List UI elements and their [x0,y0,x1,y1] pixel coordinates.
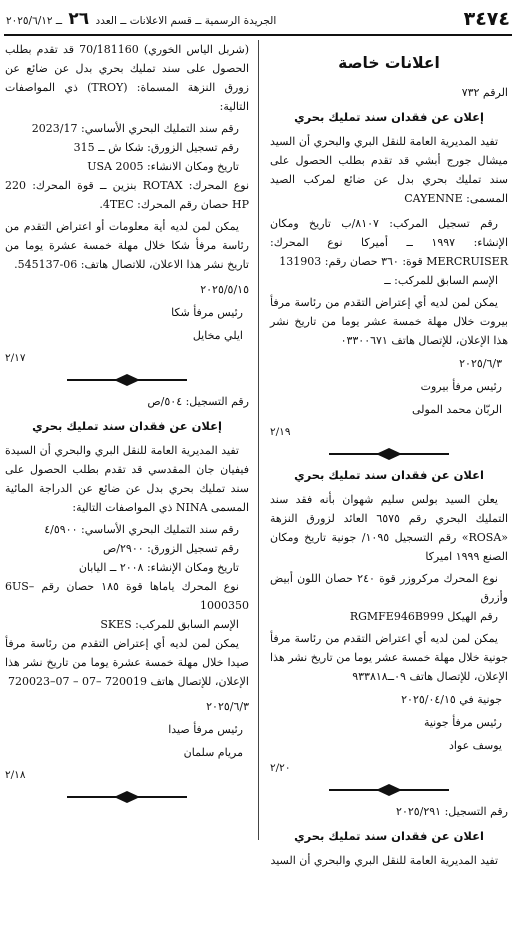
vessel-details: رقم تسجيل المركب: ٨١٠٧/ب تاريخ ومكان الإنشاء: ١٩٩٧ ــ أميركا نوع المحرك: MERCRUISER قوة: ٣٦٠ حصان رقم: 131903 [270,217,509,268]
objection-notice: يمكن لمن لديه أي إعتراض التقدم من رئاسة مرفأ بيروت خلال مهلة خمسة عشر يوما من تاريخ نشر هذا الإعلان، للإتصال هاتف ٠٣٣٠٠٦٧١ [270,296,508,347]
notice-title: إعلان عن فقدان سند تمليك بحري [32,419,222,433]
objection-notice: يمكن لمن لديه أي إعتراض التقدم من رئاسة مرفأ صيدا خلال مهلة خمسة عشرة يوما من تاريخ نشر هذا الإعلان، للإتصال هاتف 720019 –07 – 07–720023 [5,637,249,688]
notice-body: تفيد المديرية العامة للنقل البري والبحري أن السيدة فيفيان جان المقدسي قد تقدم بطلب الحصول على سند تمليك بحري بدل عن ضائع عن الدراجة المائية المسمى NINA ذي المواصفات التالية: [5,444,249,514]
notice-title: إعلان عن فقدان سند تمليك بحري [294,110,484,124]
former-name: الإسم السابق للمركب: ــ [384,274,498,287]
hull-number: رقم الهيكل RGMFE946B999 [349,610,498,623]
notice-number: ٢/١٩ [270,426,291,438]
running-header-text: الجريدة الرسمية ــ قسم الاعلانات ــ العدد [95,15,277,27]
notice-body: تفيد المديرية العامة للنقل البري والبحري أن السيد [270,854,498,867]
spec-line: رقم سند التمليك البحري الأساسي: 2023/17 [31,122,239,135]
spec-line: تاريخ ومكان الانشاء: USA 2005 [87,160,239,173]
right-column [270,40,508,870]
notice-date: جونية في ٢٠٢٥/٠٤/١٥ [401,693,502,706]
spec-line: رقم تسجيل الزورق: شكا ش ــ 315 [73,141,239,154]
separator-ornament [67,791,187,803]
signatory-title: رئيس مرفأ شكا [171,306,243,319]
column-divider [258,40,259,840]
notice-body-continued: (شربل الياس الخوري) 70/181160 قد تقدم بطلب الحصول على سند تمليك بحري بدل عن ضائع عن زورق النزهة المسماة: (TROY) ذي المواصفات التالية: [5,43,249,113]
signatory-name: مريام سلمان [183,746,243,759]
separator-ornament [329,784,449,796]
notice-number: ٢/٢٠ [270,762,291,774]
objection-notice: يمكن لمن لديه أي اعتراض التقدم من رئاسة مرفأ جونية خلال مهلة خمسة عشر يوما من تاريخ نشر هذا الإعلان، للإتصال هاتف ٠٩ــ٩٣٣٨١٨ [270,632,508,683]
notice-title: اعلان عن فقدان سند تمليك بحري [294,829,484,843]
spec-line: تاريخ ومكان الإنشاء: ٢٠٠٨ ــ اليابان [78,561,239,574]
spec-line: رقم سند التمليك البحري الأساسي: ٤/٥٩٠٠ [44,523,239,536]
separator-ornament [67,374,187,386]
spec-line: نوع المحرك: ROTAX بنزين ــ قوة المحرك: 220 HP حصان رقم المحرك: 4TEC. [5,179,249,211]
notice-body: يعلن السيد بولس سليم شهوان بأنه فقد سند التمليك البحري رقم ٦٥٧٥ العائد لزورق النزهة «ROSA» رقم التسجيل ١٠٩٥/ جونية تاريخ ومكان الصنع ١٩٩٩ اميركا [270,493,508,563]
former-name: الإسم السابق للمركب: SKES [100,618,239,631]
registration-number: رقم التسجيل: ٥٠٤/ص [147,395,249,408]
ref-number: الرقم ٧٣٢ [461,86,508,99]
section-title: اعلانات خاصة [338,54,440,72]
notice-date: ٢٠٢٥/٦/٣ [206,700,249,713]
running-header [6,9,276,29]
header-rule [4,34,512,36]
issue-number: ٢٦ [68,9,90,29]
signatory-name: ايلي مخايل [192,329,243,342]
objection-notice: يمكن لمن لديه أية معلومات أو اعتراض التقدم من رئاسة مرفأ شكا خلال مهلة خمسة عشرة يوما من تاريخ نشر هذا الاعلان، للاتصال هاتف: 06-545137. [5,220,249,271]
separator-ornament [329,448,449,460]
signatory-title: رئيس مرفأ صيدا [168,723,243,736]
page-number: ٣٤٧٤ [463,8,510,30]
running-header-date: ــ ٢٠٢٥/٦/١٢ [6,15,63,27]
notice-body: تفيد المديرية العامة للنقل البري والبحري أن السيد ميشال جورج أبشي قد تقدم بطلب الحصول على سند تمليك بحري بدل عن ضائع لمركب الصيد المسمى: CAYENNE [270,135,508,205]
registration-number: رقم التسجيل: ٢٠٢٥/٢٩١ [396,805,508,818]
signatory-title: رئيس مرفأ بيروت [420,380,502,393]
notice-date: ٢٠٢٥/٥/١٥ [200,283,249,296]
notice-date: ٢٠٢٥/٦/٣ [459,357,502,370]
spec-line: رقم تسجيل الزورق: ٢٩٠٠/ص [102,542,239,555]
engine-details: نوع المحرك مركروزر قوة ٢٤٠ حصان اللون أبيض وأزرق [270,572,508,604]
left-column [5,40,249,809]
spec-line: نوع المحرك ياماها قوة ١٨٥ حصان رقم 6US– 1000350 [5,580,249,612]
notice-number: ٢/١٧ [5,352,26,364]
notice-number: ٢/١٨ [5,769,26,781]
signatory-title: رئيس مرفأ جونية [423,716,502,729]
signatory-name: يوسف عواد [448,739,502,752]
page-header [6,6,510,32]
notice-title: اعلان عن فقدان سند تمليك بحري [294,468,484,482]
signatory-name: الربّان محمد المولى [411,403,502,416]
